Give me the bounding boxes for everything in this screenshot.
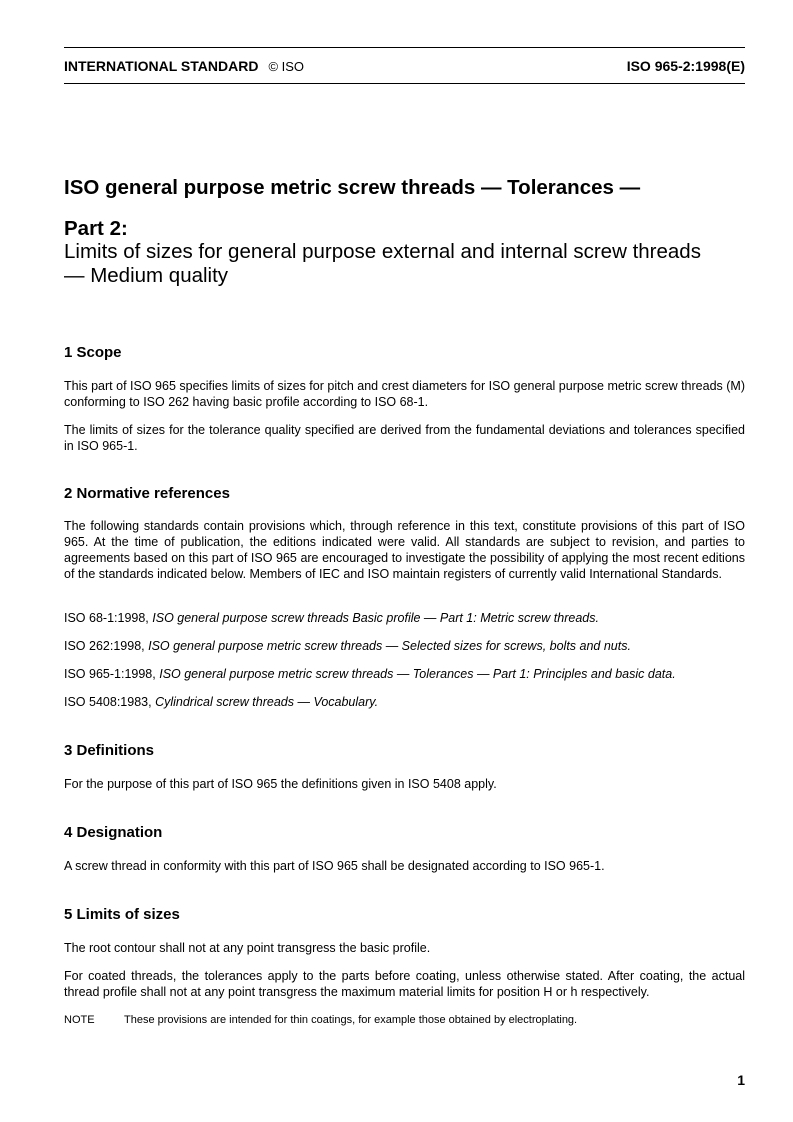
limits-paragraph-2: For coated threads, the tolerances apply to the parts before coating, unless otherwise stated. After coating, the actual thread profile shall not at any point transgress the maximum material limits for position H or h respectively. xyxy=(64,969,745,999)
heading-normative-references: 2 Normative references xyxy=(64,485,230,502)
reference-item xyxy=(64,694,745,710)
running-header xyxy=(64,58,745,78)
scope-paragraph-1: This part of ISO 965 specifies limits of sizes for pitch and crest diameters for ISO general purpose metric screw threads (M) conforming to ISO 262 having basic profile according to ISO 68-1. xyxy=(64,379,745,409)
header-standard-label: INTERNATIONAL STANDARD xyxy=(64,58,259,74)
heading-limits-of-sizes: 5 Limits of sizes xyxy=(64,906,180,923)
reference-item xyxy=(64,610,745,626)
heading-designation: 4 Designation xyxy=(64,824,163,841)
heading-scope: 1 Scope xyxy=(64,344,122,361)
limits-paragraph-1: The root contour shall not at any point transgress the basic profile. xyxy=(64,941,431,955)
header-left xyxy=(64,58,304,74)
header-doc-number: ISO 965-2:1998(E) xyxy=(626,58,745,74)
designation-paragraph: A screw thread in conformity with this part of ISO 965 shall be designated according to ISO 965-1. xyxy=(64,859,605,873)
reference-title: ISO general purpose metric screw threads — Tolerances — Part 1: Principles and basic data. xyxy=(159,667,676,681)
reference-id: ISO 965-1:1998, xyxy=(64,667,156,681)
note xyxy=(64,1014,577,1026)
header-top-rule xyxy=(64,47,745,48)
reference-id: ISO 262:1998, xyxy=(64,639,145,653)
reference-id: ISO 5408:1983, xyxy=(64,695,152,709)
reference-title: ISO general purpose metric screw threads — Selected sizes for screws, bolts and nuts. xyxy=(148,639,631,653)
note-label: NOTE xyxy=(64,1014,95,1026)
reference-id: ISO 68-1:1998, xyxy=(64,611,149,625)
heading-definitions: 3 Definitions xyxy=(64,742,155,759)
reference-title: ISO general purpose screw threads Basic profile — Part 1: Metric screw threads. xyxy=(152,611,599,625)
reference-item xyxy=(64,638,745,654)
reference-title: Cylindrical screw threads — Vocabulary. xyxy=(155,695,379,709)
part-label: Part 2: xyxy=(64,217,128,240)
page-number: 1 xyxy=(737,1072,745,1088)
definitions-paragraph: For the purpose of this part of ISO 965 the definitions given in ISO 5408 apply. xyxy=(64,777,497,791)
note-text: These provisions are intended for thin coatings, for example those obtained by electroplating. xyxy=(124,1014,578,1026)
document-subtitle: Limits of sizes for general purpose external and internal screw threads — Medium quality xyxy=(64,240,701,287)
header-bottom-rule xyxy=(64,83,745,84)
scope-paragraph-2: The limits of sizes for the tolerance quality specified are derived from the fundamental deviations and tolerances specified in ISO 965-1. xyxy=(64,423,745,453)
document-title: ISO general purpose metric screw threads — Tolerances — xyxy=(64,176,641,199)
header-copyright: © ISO xyxy=(268,59,305,74)
normative-paragraph: The following standards contain provisions which, through reference in this text, constitute provisions of this part of ISO 965. At the time of publication, the editions indicated were valid. All standards are subject to revision, and parties to agreements based on this part of ISO 965 are encouraged to investigate the possibility of applying the most recent editions of the standards indicated below. Members of IEC and ISO maintain registers of currently valid International Standards. xyxy=(64,519,745,581)
reference-item xyxy=(64,666,745,682)
